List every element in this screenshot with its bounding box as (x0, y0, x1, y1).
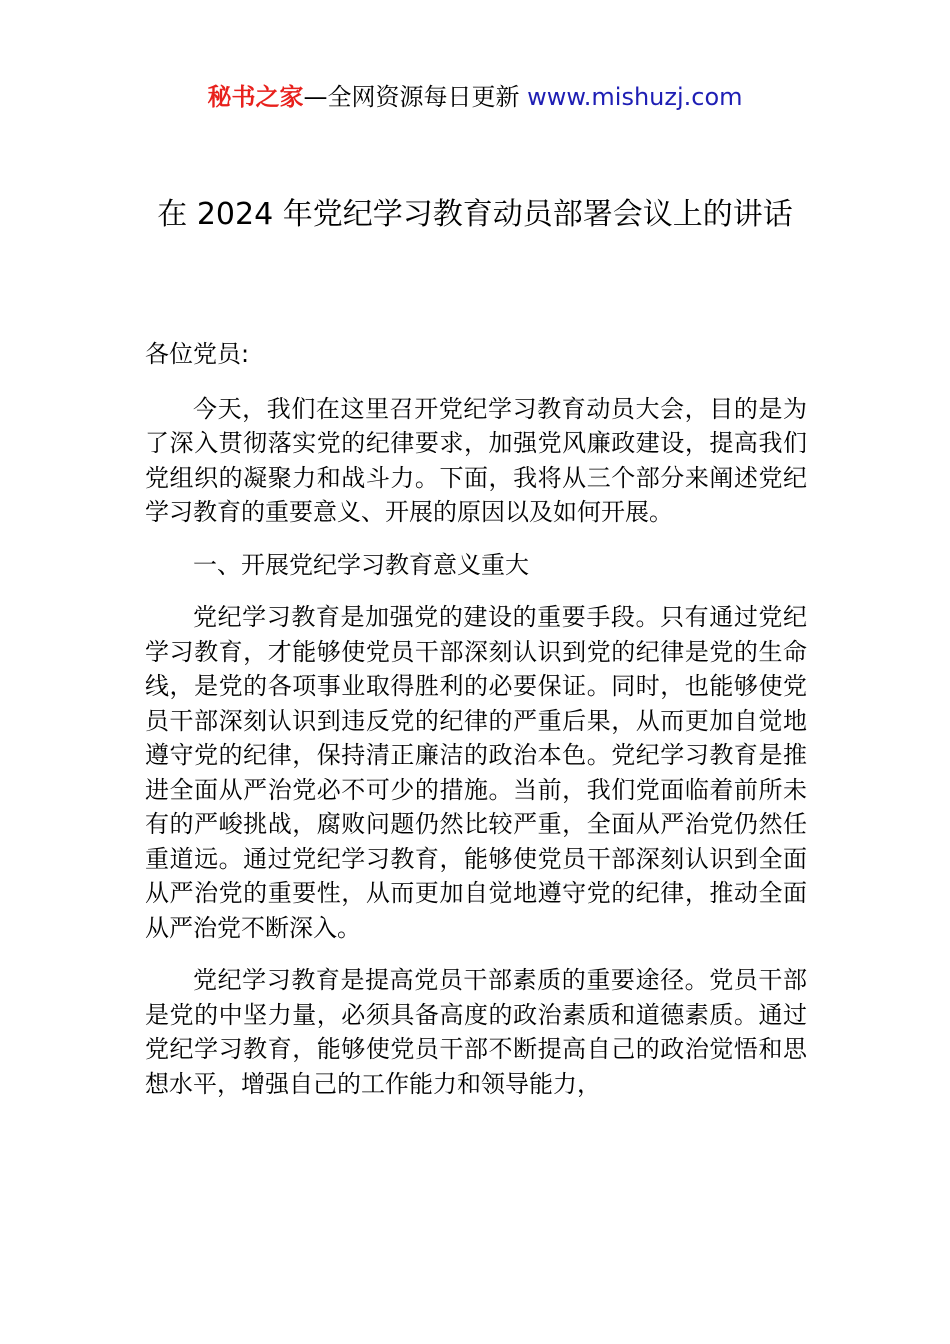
site-header (0, 80, 950, 114)
section-heading-1: 一、开展党纪学习教育意义重大 (193, 550, 529, 579)
site-url-link[interactable]: www.mishuzj.com (527, 83, 743, 111)
document-body (145, 337, 807, 1119)
document-title: 在 2024 年党纪学习教育动员部署会议上的讲话 (157, 197, 793, 232)
paragraph-intro: 今天，我们在这里召开党纪学习教育动员大会，目的是为了深入贯彻落实党的纪律要求，加强党风廉政建设，提高我们党组织的凝聚力和战斗力。下面，我将从三个部分来阐述党纪学习教育的重要意义、开展的原因以及如何开展。 (145, 394, 807, 526)
paragraph-quality: 党纪学习教育是提高党员干部素质的重要途径。党员干部是党的中坚力量，必须具备高度的政治素质和道德素质。通过党纪学习教育，能够使党员干部不断提高自己的政治觉悟和思想水平，增强自己的工作能力和领导能力， (145, 966, 807, 1098)
paragraph-significance: 党纪学习教育是加强党的建设的重要手段。只有通过党纪学习教育，才能够使党员干部深刻认识到党的纪律是党的生命线，是党的各项事业取得胜利的必要保证。同时，也能够使党员干部深刻认识到违反党的纪律的严重后果，从而更加自觉地遵守党的纪律，保持清正廉洁的政治本色。党纪学习教育是推进全面从严治党必不可少的措施。当前，我们党面临着前所未有的严峻挑战，腐败问题仍然比较严重，全面从严治党仍然任重道远。通过党纪学习教育，能够使党员干部深刻认识到全面从严治党的重要性，从而更加自觉地遵守党的纪律，推动全面从严治党不断深入。 (145, 603, 807, 942)
salutation: 各位党员: (145, 340, 250, 368)
header-tagline: —全网资源每日更新 (303, 83, 528, 111)
brand-name: 秘书之家 (207, 83, 304, 111)
